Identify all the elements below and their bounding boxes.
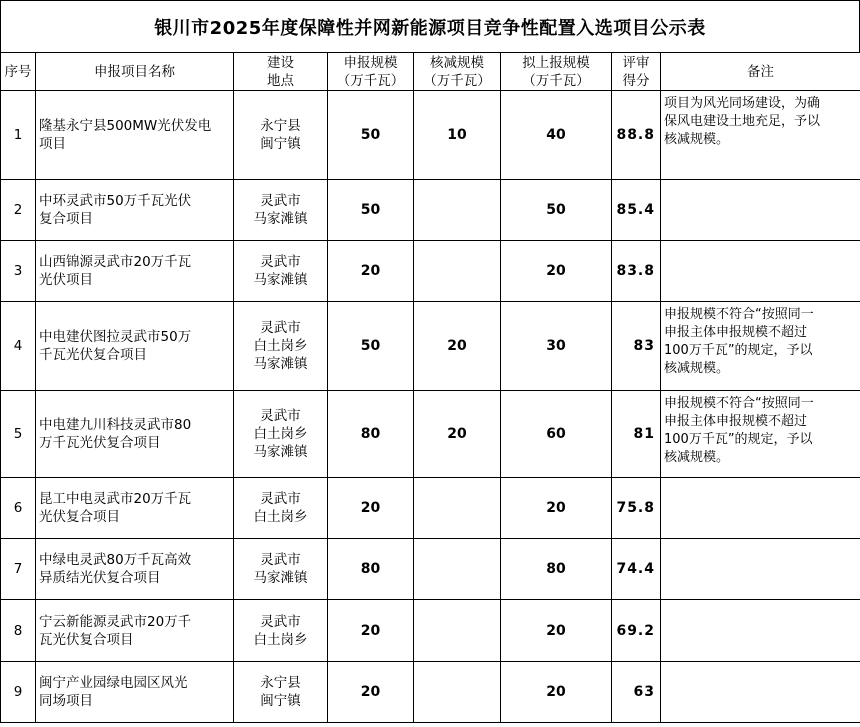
header-text: 备注 xyxy=(747,63,774,80)
header-text: 地点 xyxy=(267,72,294,89)
project-location-line: 白土岗乡 xyxy=(253,426,308,442)
header-text: （万千瓦） xyxy=(423,72,491,89)
proposed-scale: 20 xyxy=(501,478,612,539)
review-score: 63 xyxy=(612,662,661,723)
review-score: 88.8 xyxy=(612,91,661,180)
project-location-line: 灵武市 xyxy=(260,254,301,270)
project-table xyxy=(0,52,860,723)
remark-line: 核减规模。 xyxy=(664,132,730,147)
remark xyxy=(661,478,860,539)
remark xyxy=(661,539,860,600)
header-text: 拟上报规模 xyxy=(522,54,590,71)
remark xyxy=(661,91,860,180)
reduced-scale: 10 xyxy=(414,91,501,180)
project-location-line: 马家滩镇 xyxy=(253,211,308,227)
project-location-line: 灵武市 xyxy=(260,491,301,507)
header-remark xyxy=(661,53,860,91)
review-score: 83.8 xyxy=(612,241,661,302)
header-index xyxy=(1,53,36,91)
declared-scale: 20 xyxy=(328,662,414,723)
project-name-line: 昆工中电灵武市20万千瓦 xyxy=(39,491,192,507)
project-name xyxy=(36,600,234,662)
project-location-line: 灵武市 xyxy=(260,552,301,568)
proposed-scale: 20 xyxy=(501,241,612,302)
declared-scale: 50 xyxy=(328,91,414,180)
reduced-scale xyxy=(414,180,501,241)
review-score: 69.2 xyxy=(612,600,661,662)
header-text: （万千瓦） xyxy=(522,72,590,89)
project-location xyxy=(234,180,328,241)
project-name-line: 复合项目 xyxy=(39,211,93,227)
remark-line: 申报规模不符合“按照同一 xyxy=(664,307,814,322)
declared-scale: 80 xyxy=(328,539,414,600)
project-location xyxy=(234,241,328,302)
declared-scale: 50 xyxy=(328,180,414,241)
remark xyxy=(661,302,860,391)
row-index: 4 xyxy=(1,302,36,391)
remark xyxy=(661,180,860,241)
row-index: 9 xyxy=(1,662,36,723)
declared-scale: 20 xyxy=(328,478,414,539)
table-row xyxy=(1,241,860,302)
remark xyxy=(661,241,860,302)
project-name-line: 千瓦光伏复合项目 xyxy=(39,347,147,363)
header-text: 建设 xyxy=(267,54,294,71)
remark xyxy=(661,600,860,662)
table-row xyxy=(1,600,860,662)
remark-line: 100万千瓦”的规定，予以 xyxy=(664,343,813,358)
remark-line: 保风电建设土地充足，予以 xyxy=(664,114,821,129)
project-name-line: 山西锦源灵武市20万千瓦 xyxy=(39,254,192,270)
project-name xyxy=(36,539,234,600)
project-location xyxy=(234,302,328,391)
row-index: 2 xyxy=(1,180,36,241)
remark-line: 项目为风光同场建设，为确 xyxy=(664,96,821,111)
header-reduced xyxy=(414,53,501,91)
review-score: 83 xyxy=(612,302,661,391)
project-name-line: 宁云新能源灵武市20万千 xyxy=(39,613,192,630)
proposed-scale: 50 xyxy=(501,180,612,241)
header-text: 核减规模 xyxy=(430,54,484,71)
row-index: 6 xyxy=(1,478,36,539)
reduced-scale: 20 xyxy=(414,391,501,478)
row-index: 5 xyxy=(1,391,36,478)
proposed-scale: 40 xyxy=(501,91,612,180)
header-row xyxy=(1,53,860,91)
project-name-line: 隆基永宁县500MW光伏发电 xyxy=(39,118,212,134)
table-row xyxy=(1,662,860,723)
project-location xyxy=(234,539,328,600)
project-location-line: 马家滩镇 xyxy=(253,356,308,372)
project-name-line: 中电建伏图拉灵武市50万 xyxy=(39,329,192,345)
review-score: 75.8 xyxy=(612,478,661,539)
declared-scale: 50 xyxy=(328,302,414,391)
project-location-line: 马家滩镇 xyxy=(253,444,308,460)
declared-scale: 20 xyxy=(328,241,414,302)
proposed-scale: 80 xyxy=(501,539,612,600)
proposed-scale: 30 xyxy=(501,302,612,391)
project-location xyxy=(234,91,328,180)
project-name-line: 项目 xyxy=(39,136,66,152)
proposed-scale: 20 xyxy=(501,662,612,723)
project-name-line: 中环灵武市50万千瓦光伏 xyxy=(39,193,192,209)
project-location-line: 永宁县 xyxy=(260,118,301,134)
remark-line: 申报主体申报规模不超过 xyxy=(664,325,808,340)
declared-scale: 20 xyxy=(328,600,414,662)
project-name xyxy=(36,662,234,723)
project-location xyxy=(234,600,328,662)
project-location xyxy=(234,662,328,723)
project-name-line: 闽宁产业园绿电园区风光 xyxy=(39,675,188,691)
header-proposed xyxy=(501,53,612,91)
project-name-line: 异质结光伏复合项目 xyxy=(39,570,161,586)
header-location xyxy=(234,53,328,91)
header-text: 得分 xyxy=(622,72,650,89)
review-score: 81 xyxy=(612,391,661,478)
remark-line: 申报主体申报规模不超过 xyxy=(664,414,808,429)
review-score: 85.4 xyxy=(612,180,661,241)
header-text: 申报规模 xyxy=(343,54,398,71)
remark-line: 申报规模不符合“按照同一 xyxy=(664,396,814,411)
reduced-scale xyxy=(414,539,501,600)
project-name xyxy=(36,180,234,241)
project-name-line: 同场项目 xyxy=(39,693,93,709)
project-name-line: 瓦光伏复合项目 xyxy=(39,631,134,648)
row-index: 7 xyxy=(1,539,36,600)
reduced-scale xyxy=(414,600,501,662)
project-name-line: 中电建九川科技灵武市80 xyxy=(39,417,192,433)
row-index: 1 xyxy=(1,91,36,180)
row-index: 8 xyxy=(1,600,36,662)
project-location-line: 白土岗乡 xyxy=(253,509,308,525)
table-row xyxy=(1,539,860,600)
header-name xyxy=(36,53,234,91)
project-name-line: 光伏复合项目 xyxy=(39,509,120,525)
table-row xyxy=(1,302,860,391)
reduced-scale xyxy=(414,662,501,723)
table-row xyxy=(1,391,860,478)
header-score xyxy=(612,53,661,91)
table-body xyxy=(1,91,860,723)
review-score: 74.4 xyxy=(612,539,661,600)
remark-line: 核减规模。 xyxy=(664,361,730,376)
table-row xyxy=(1,91,860,180)
project-name xyxy=(36,391,234,478)
project-name xyxy=(36,241,234,302)
project-location-line: 马家滩镇 xyxy=(253,570,308,586)
header-text: 评审 xyxy=(622,54,650,71)
project-location-line: 灵武市 xyxy=(260,408,301,424)
remark xyxy=(661,391,860,478)
reduced-scale xyxy=(414,241,501,302)
remark xyxy=(661,662,860,723)
table-title: 银川市2025年度保障性并网新能源项目竞争性配置入选项目公示表 xyxy=(0,0,860,52)
project-location-line: 灵武市 xyxy=(260,193,301,209)
project-location-line: 永宁县 xyxy=(260,675,301,691)
project-name xyxy=(36,91,234,180)
declared-scale: 80 xyxy=(328,391,414,478)
project-location-line: 白土岗乡 xyxy=(253,338,308,354)
project-location xyxy=(234,391,328,478)
project-location-line: 白土岗乡 xyxy=(253,631,308,648)
project-name-line: 万千瓦光伏复合项目 xyxy=(39,435,161,451)
project-location xyxy=(234,478,328,539)
row-index: 3 xyxy=(1,241,36,302)
table-row xyxy=(1,478,860,539)
table-row xyxy=(1,180,860,241)
header-text: 申报项目名称 xyxy=(94,63,175,80)
header-declared xyxy=(328,53,414,91)
project-location-line: 马家滩镇 xyxy=(253,272,308,288)
project-name xyxy=(36,478,234,539)
project-location-line: 闽宁镇 xyxy=(260,136,301,152)
reduced-scale xyxy=(414,478,501,539)
project-name-line: 中绿电灵武80万千瓦高效 xyxy=(39,552,192,568)
project-name-line: 光伏项目 xyxy=(39,272,93,288)
header-text: 序号 xyxy=(4,63,32,80)
proposed-scale: 60 xyxy=(501,391,612,478)
project-name xyxy=(36,302,234,391)
project-location-line: 灵武市 xyxy=(260,613,301,630)
header-text: （万千瓦） xyxy=(336,72,405,89)
proposed-scale: 20 xyxy=(501,600,612,662)
project-location-line: 灵武市 xyxy=(260,320,301,336)
reduced-scale: 20 xyxy=(414,302,501,391)
remark-line: 100万千瓦”的规定，予以 xyxy=(664,432,813,447)
remark-line: 核减规模。 xyxy=(664,450,730,465)
project-location-line: 闽宁镇 xyxy=(260,693,301,709)
